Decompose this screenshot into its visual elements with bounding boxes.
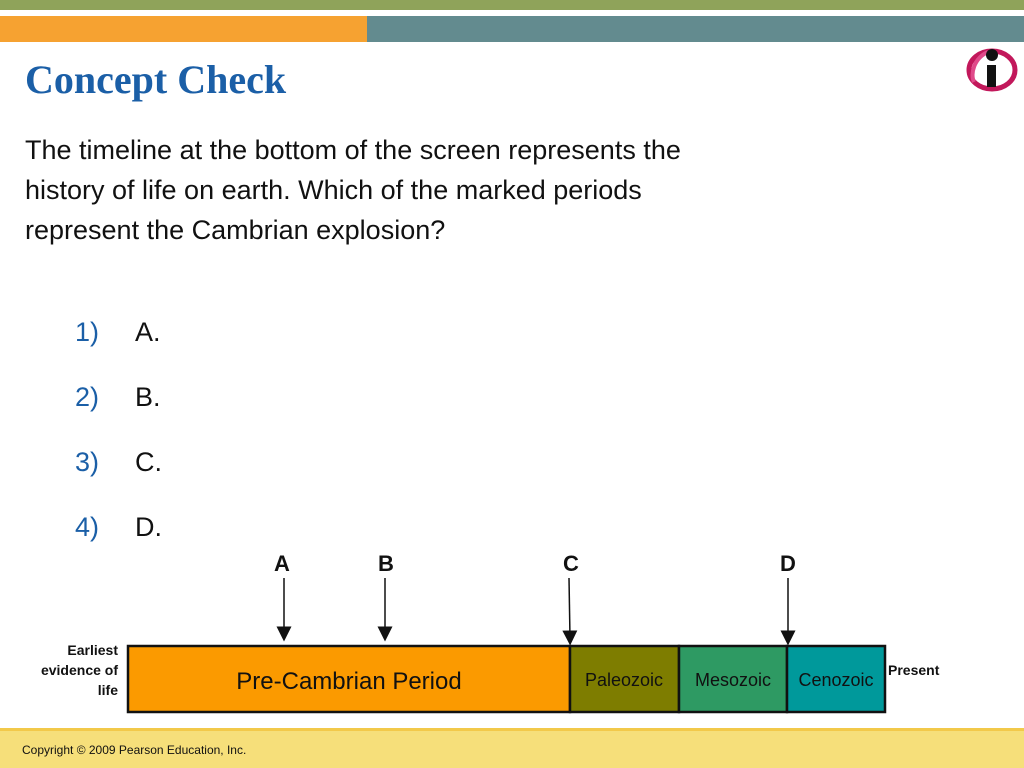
timeline-diagram xyxy=(0,540,1024,730)
segment-label-cenozoic: Cenozoic xyxy=(798,670,874,690)
option-text: C. xyxy=(135,447,162,477)
segment-label-mesozoic: Mesozoic xyxy=(694,670,772,690)
option-text: D. xyxy=(135,512,162,542)
top-accent-bar-teal xyxy=(367,16,1024,42)
option-text: B. xyxy=(135,382,161,412)
timeline-end-label: Present xyxy=(888,662,940,678)
option-3[interactable] xyxy=(75,441,162,506)
marker-label-d: D xyxy=(780,551,796,576)
marker-arrow-c xyxy=(569,578,570,638)
option-number: 3) xyxy=(75,447,100,477)
option-number: 1) xyxy=(75,317,100,347)
top-accent-bar-green xyxy=(0,0,1024,10)
answer-options xyxy=(75,311,162,571)
question-text: The timeline at the bottom of the screen represents the history of life on earth. Which of the marked periods represent the Cambrian explosion? xyxy=(25,135,681,245)
option-2[interactable] xyxy=(75,376,162,441)
footer-divider xyxy=(0,728,1024,731)
info-logo-icon xyxy=(966,44,1018,94)
marker-label-c: C xyxy=(563,551,579,576)
option-number: 2) xyxy=(75,382,100,412)
marker-label-b: B xyxy=(378,551,394,576)
footer-bar xyxy=(0,728,1024,768)
slide-title: Concept Check xyxy=(25,57,287,102)
option-text: A. xyxy=(135,317,161,347)
option-1[interactable] xyxy=(75,311,162,376)
copyright-text: Copyright © 2009 Pearson Education, Inc. xyxy=(22,743,247,757)
option-number: 4) xyxy=(75,512,100,542)
timeline-start-label: Earliest evidence of life xyxy=(40,642,118,698)
marker-label-a: A xyxy=(274,551,290,576)
segment-label-precambrian: Pre-Cambrian Period xyxy=(236,668,462,695)
segment-label-paleozoic: Paleozoic xyxy=(584,670,664,690)
top-accent-bar-orange xyxy=(0,16,367,42)
